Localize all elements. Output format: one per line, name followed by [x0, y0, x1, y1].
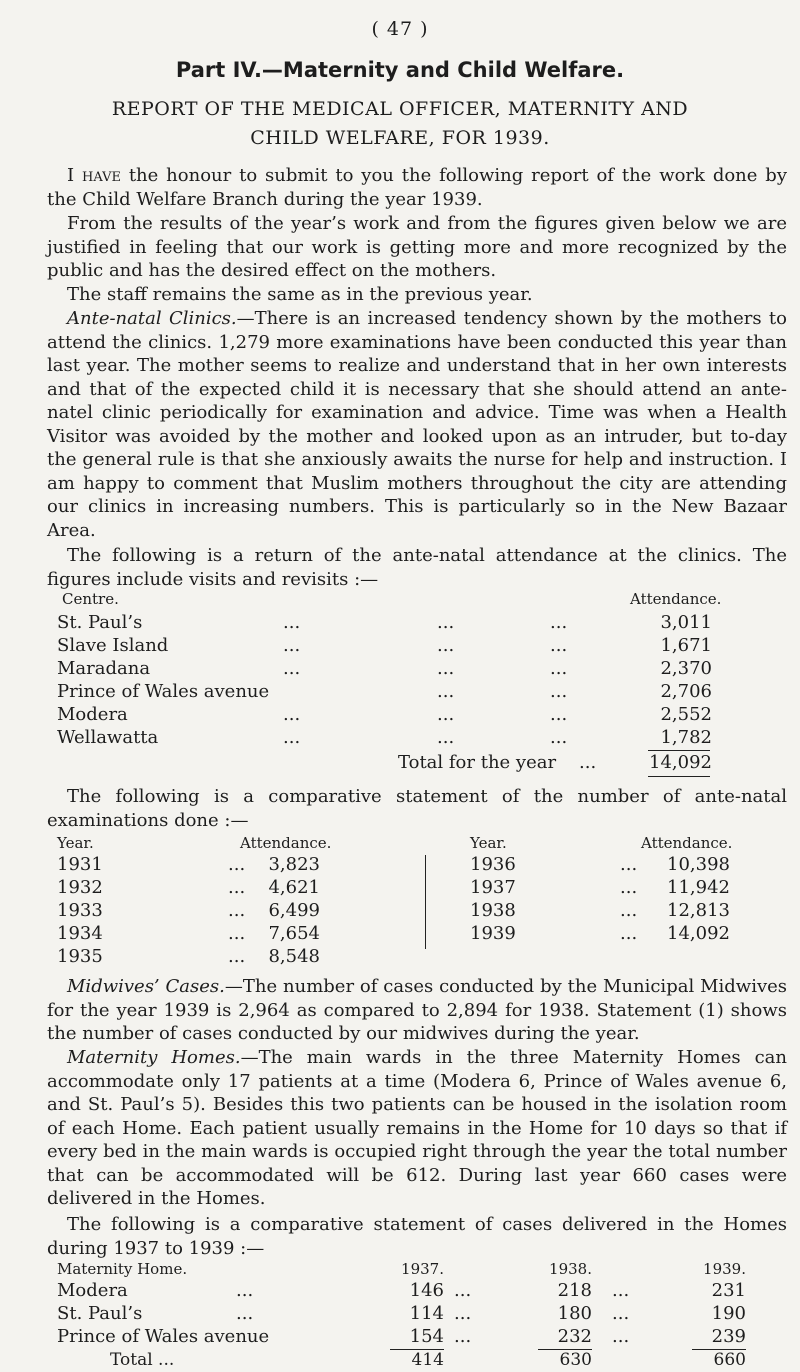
- leader-dots: ...: [579, 752, 597, 773]
- leader-dots: ...: [620, 900, 638, 921]
- leader-dots: ...: [283, 612, 301, 633]
- attendance-column-header: Attendance.: [641, 834, 733, 852]
- leader-dots: ...: [612, 1303, 630, 1324]
- leader-dots: ...: [437, 612, 455, 633]
- leader-dots: ...: [283, 704, 301, 725]
- attendance-cell: 8,548: [268, 946, 320, 967]
- home-column-header: Maternity Home.: [57, 1260, 188, 1278]
- year-cell: 1933: [57, 900, 103, 921]
- report-title-line-2: CHILD WELFARE, FOR 1939.: [250, 127, 550, 149]
- year-cell: 1938: [470, 900, 516, 921]
- year-column-header: Year.: [57, 834, 94, 852]
- centre-attendance: 1,671: [660, 635, 712, 656]
- comparative-intro-paragraph: [47, 785, 787, 832]
- cases-1939: 231: [711, 1280, 746, 1301]
- centre-name: Wellawatta: [57, 727, 159, 748]
- page-number: ( 47 ): [371, 18, 429, 40]
- year-1939-header: 1939.: [703, 1260, 746, 1278]
- year-column-header: Year.: [470, 834, 507, 852]
- leader-dots: ...: [550, 727, 568, 748]
- leader-dots: ...: [437, 727, 455, 748]
- leader-dots: ...: [437, 635, 455, 656]
- leader-dots: ...: [283, 635, 301, 656]
- midwives-paragraph: [47, 975, 787, 1046]
- leader-dots: ...: [612, 1326, 630, 1347]
- centre-attendance: 3,011: [660, 612, 712, 633]
- cases-1938: 180: [557, 1303, 592, 1324]
- report-title-line-1: REPORT OF THE MEDICAL OFFICER, MATERNITY AND: [111, 98, 689, 120]
- leader-dots: ...: [620, 877, 638, 898]
- year-cell: 1939: [470, 923, 516, 944]
- total-1937: 414: [411, 1350, 444, 1370]
- part-title: Part IV.—Maternity and Child Welfare.: [175, 58, 625, 82]
- comparative-intro-text: The following is a comparative statement of the number of ante-natal examinations done :—: [47, 786, 787, 831]
- year-cell: 1937: [470, 877, 516, 898]
- intro-paragraph: [47, 164, 787, 211]
- year-cell: 1932: [57, 877, 103, 898]
- leader-dots: ...: [550, 704, 568, 725]
- homes-paragraph: [47, 1046, 787, 1211]
- antenatal-text: —There is an increased tendency shown by the mothers to attend the clinics. 1,279 more examinations have been conducted this year than last year. The mother seems to realize and understand that in her own interests and that of the expected child it is necessary that she should attend an ante-natel clinic periodically for examination and advice. Time was when a Health Visitor was avoided by the mother and looked upon as an intruder, but to-day the general rule is that she anxiously awaits the nurse for help and instruction. I am happy to comment that Muslim mothers throughout the city are attending our clinics in increasing numbers. This is particularly so in the New Bazaar Area.: [47, 308, 787, 541]
- results-paragraph: [47, 212, 787, 283]
- cases-1939: 239: [711, 1326, 746, 1347]
- leader-dots: ...: [228, 854, 246, 875]
- centre-name: Maradana: [57, 658, 151, 679]
- attendance-cell: 6,499: [268, 900, 320, 921]
- homes-heading: Maternity Homes.: [67, 1047, 241, 1068]
- year-cell: 1931: [57, 854, 103, 875]
- leader-dots: ...: [550, 658, 568, 679]
- leader-dots: ...: [228, 923, 246, 944]
- centre-attendance: 2,552: [660, 704, 712, 725]
- leader-dots: ...: [550, 612, 568, 633]
- attendance-cell: 10,398: [667, 854, 730, 875]
- antenatal-heading: Ante-natal Clinics.: [67, 308, 237, 329]
- sum-rule: [648, 750, 710, 751]
- leader-dots: ...: [437, 704, 455, 725]
- centre-column-header: Centre.: [62, 590, 119, 608]
- cases-1937: 114: [409, 1303, 444, 1324]
- attendance-cell: 14,092: [667, 923, 730, 944]
- year-cell: 1935: [57, 946, 103, 967]
- total-label: Total for the year: [398, 752, 557, 773]
- total-value: 14,092: [649, 752, 712, 773]
- year-1938-header: 1938.: [549, 1260, 592, 1278]
- midwives-text: —The number of cases conducted by the Municipal Midwives for the year 1939 is 2,964 as compared to 2,894 for 1938. Statement (1) shows the number of cases conducted by our midwives during the year.: [47, 976, 788, 1044]
- homes-intro-paragraph: [47, 1213, 787, 1260]
- centre-name: St. Paul’s: [57, 612, 143, 633]
- attendance-cell: 3,823: [268, 854, 320, 875]
- homes-text: —The main wards in the three Maternity Homes can accommodate only 17 patients at a time (Modera 6, Prince of Wales avenue 6, and St. Paul’s 5). Besides this two patients can be housed in the isolation room of each Home. Each patient usually remains in the Home for 10 days so that if every bed in the main wards is occupied right through the year the total number that can be accommodated will be 612. During last year 660 cases were delivered in the Homes.: [47, 1047, 787, 1209]
- return-intro-paragraph: [47, 544, 787, 591]
- centre-attendance: 1,782: [660, 727, 712, 748]
- leader-dots: ...: [283, 727, 301, 748]
- attendance-column-header: Attendance.: [630, 590, 722, 608]
- leader-dots: ...: [236, 1280, 254, 1301]
- column-divider: [425, 855, 426, 949]
- cases-1939: 190: [711, 1303, 746, 1324]
- attendance-cell: 4,621: [268, 877, 320, 898]
- leader-dots: ...: [454, 1280, 472, 1301]
- attendance-cell: 7,654: [268, 923, 320, 944]
- attendance-column-header: Attendance.: [240, 834, 332, 852]
- leader-dots: ...: [437, 681, 455, 702]
- intro-lead: I have: [67, 165, 121, 186]
- leader-dots: ...: [236, 1303, 254, 1324]
- total-1939: 660: [713, 1350, 746, 1370]
- home-name: St. Paul’s: [57, 1303, 143, 1324]
- leader-dots: ...: [228, 877, 246, 898]
- leader-dots: ...: [550, 635, 568, 656]
- intro-text: the honour to submit to you the following report of the work done by the Child Welfare Branch during the year 1939.: [47, 165, 787, 210]
- centre-attendance: 2,706: [660, 681, 712, 702]
- year-1937-header: 1937.: [401, 1260, 444, 1278]
- centre-name: Modera: [57, 704, 128, 725]
- leader-dots: ...: [228, 900, 246, 921]
- home-name: Prince of Wales avenue: [57, 1326, 270, 1347]
- year-cell: 1936: [470, 854, 516, 875]
- staff-text: The staff remains the same as in the previous year.: [67, 284, 533, 305]
- cases-1937: 146: [409, 1280, 444, 1301]
- staff-paragraph: [47, 283, 787, 307]
- cases-1938: 218: [557, 1280, 592, 1301]
- midwives-heading: Midwives’ Cases.: [67, 976, 225, 997]
- antenatal-paragraph: [47, 307, 787, 542]
- home-name: Modera: [57, 1280, 128, 1301]
- homes-total-label: Total ...: [110, 1350, 175, 1370]
- cases-1938: 232: [557, 1326, 592, 1347]
- leader-dots: ...: [612, 1280, 630, 1301]
- leader-dots: ...: [283, 658, 301, 679]
- double-rule: [648, 776, 710, 777]
- leader-dots: ...: [620, 923, 638, 944]
- leader-dots: ...: [228, 946, 246, 967]
- leader-dots: ...: [437, 658, 455, 679]
- attendance-cell: 12,813: [667, 900, 730, 921]
- homes-intro-text: The following is a comparative statement of cases delivered in the Homes during 1937 to 1939 :—: [47, 1214, 787, 1259]
- year-cell: 1934: [57, 923, 103, 944]
- leader-dots: ...: [620, 854, 638, 875]
- leader-dots: ...: [550, 681, 568, 702]
- total-1938: 630: [559, 1350, 592, 1370]
- cases-1937: 154: [409, 1326, 444, 1347]
- return-intro-text: The following is a return of the ante-natal attendance at the clinics. The figures include visits and revisits :—: [47, 545, 787, 590]
- leader-dots: ...: [454, 1326, 472, 1347]
- centre-attendance: 2,370: [660, 658, 712, 679]
- leader-dots: ...: [454, 1303, 472, 1324]
- centre-name: Prince of Wales avenue: [57, 681, 270, 702]
- results-text: From the results of the year’s work and from the figures given below we are justified in feeling that our work is getting more and more recognized by the public and has the desired effect on the mothers.: [47, 213, 787, 281]
- centre-name: Slave Island: [57, 635, 169, 656]
- attendance-cell: 11,942: [667, 877, 730, 898]
